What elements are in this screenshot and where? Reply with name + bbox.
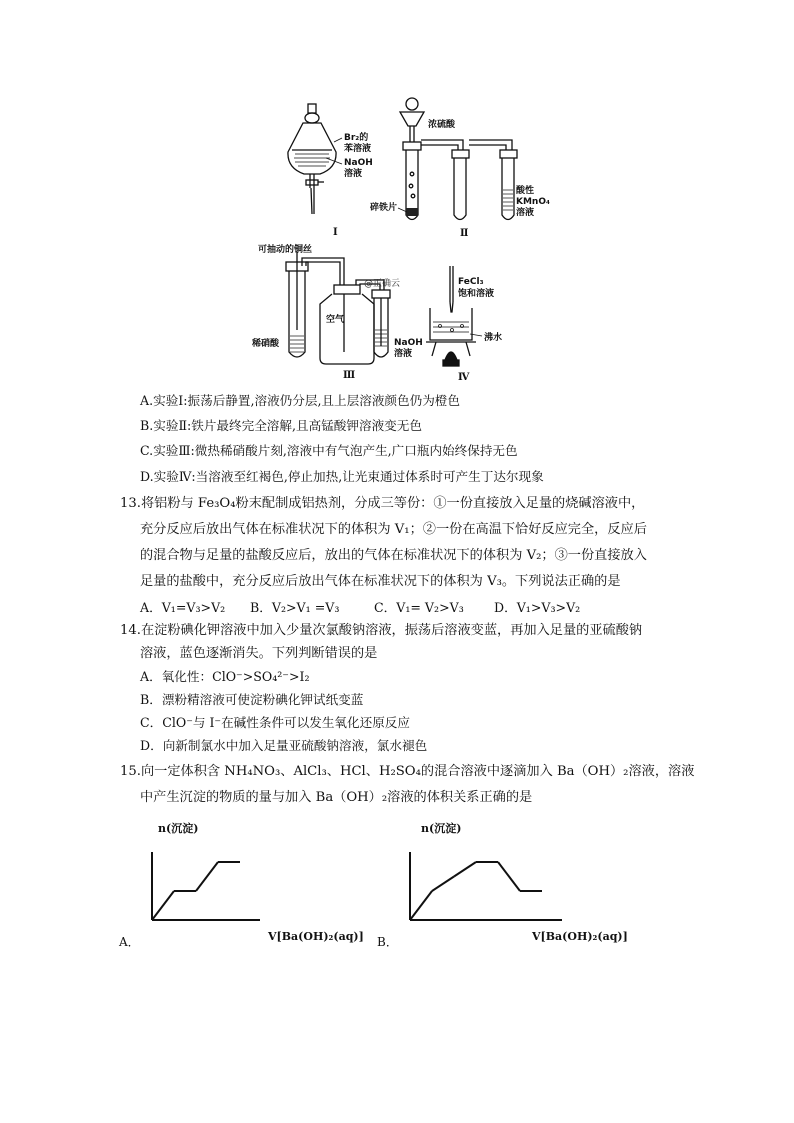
chart-a-x-label: V[Ba(OH)₂(aq)] bbox=[268, 930, 364, 943]
q13-option-a: A．V₁=V₃>V₂ bbox=[140, 600, 226, 615]
chart-b-option-label: B． bbox=[377, 935, 398, 949]
q13-stem-line-3: 的混合物与足量的盐酸反应后，放出的气体在标准状况下的体积为 V₂；③一份直接放入 bbox=[140, 548, 647, 563]
q13-stem-line-2: 充分反应后放出气体在标准状况下的体积为 V₁；②一份在高温下恰好反应完全，反应后 bbox=[140, 522, 647, 537]
chart-a-y-label: n(沉淀) bbox=[158, 822, 199, 835]
exp2-kmno4-label: 酸性 bbox=[516, 186, 535, 196]
exp4-fecl3-label: FeCl₃ bbox=[458, 277, 484, 287]
exp2-acid-label: 浓硫酸 bbox=[428, 120, 456, 130]
exp3-naoh-label-2: 溶液 bbox=[394, 349, 413, 359]
watermark-text: @正确云 bbox=[364, 279, 401, 289]
exp2-kmno4-label-2: KMnO₄ bbox=[516, 197, 550, 207]
apparatus-figure bbox=[240, 90, 570, 390]
exp3-air-label: 空气 bbox=[326, 315, 345, 325]
exp2-iron-label: 碎铁片 bbox=[370, 203, 398, 213]
iron-acid-apparatus-diagram bbox=[398, 98, 517, 220]
exp1-naoh-label: NaOH bbox=[344, 158, 373, 168]
exp4-water-label: 沸水 bbox=[484, 333, 503, 343]
chart-b-series-segment bbox=[410, 891, 432, 920]
q13-option-d: D．V₁>V₃>V₂ bbox=[494, 600, 581, 615]
chart-a-series-segment bbox=[152, 891, 174, 920]
q14-option-c: C．ClO⁻与 I⁻在碱性条件可以发生氧化还原反应 bbox=[140, 715, 410, 730]
exp3-wire-label: 可抽动的铜丝 bbox=[258, 245, 313, 255]
q13-option-c: C．V₁= V₂>V₃ bbox=[374, 600, 464, 615]
exp2-roman-numeral: Ⅱ bbox=[460, 228, 469, 239]
q13-stem-line-4: 足量的盐酸中，充分反应后放出气体在标准状况下的体积为 V₃。下列说法正确的是 bbox=[140, 574, 621, 589]
q13-stem-line-1: 13.将铝粉与 Fe₃O₄粉末配制成铝热剂，分成三等份：①一份直接放入足量的烧碱溶液中， bbox=[120, 496, 645, 511]
q13-option-b: B．V₂>V₁ =V₃ bbox=[250, 600, 340, 615]
q14-option-a: A．氧化性：ClO⁻>SO₄²⁻>I₂ bbox=[140, 669, 310, 684]
exp2-kmno4-label-3: 溶液 bbox=[516, 208, 535, 218]
q14-stem-line-2: 溶液，蓝色逐渐消失。下列判断错误的是 bbox=[140, 646, 378, 661]
q14-option-d: D．向新制氯水中加入足量亚硫酸钠溶液，氯水褪色 bbox=[140, 738, 428, 753]
chart-b-x-label: V[Ba(OH)₂(aq)] bbox=[532, 930, 628, 943]
q12-option-c: C.实验Ⅲ:微热稀硝酸片刻,溶液中有气泡产生,广口瓶内始终保持无色 bbox=[140, 443, 518, 458]
exp3-naoh-label: NaOH bbox=[394, 338, 423, 348]
exp3-roman-numeral: Ⅲ bbox=[343, 370, 356, 381]
exp3-acid-label: 稀硝酸 bbox=[252, 339, 280, 349]
q12-option-b: B.实验Ⅱ:铁片最终完全溶解,且高锰酸钾溶液变无色 bbox=[140, 418, 422, 433]
chart-b-series-segment bbox=[432, 877, 454, 892]
copper-nitric-acid-apparatus-diagram bbox=[286, 252, 390, 364]
chart-a-option-label: A． bbox=[119, 935, 140, 949]
exp4-roman-numeral: Ⅳ bbox=[458, 372, 470, 383]
exp1-naoh-label-2: 溶液 bbox=[344, 169, 363, 179]
exp1-reagent-label: Br₂的 bbox=[344, 133, 369, 143]
q14-option-b: B．漂粉精溶液可使淀粉碘化钾试纸变蓝 bbox=[140, 692, 364, 707]
separatory-funnel-diagram bbox=[288, 104, 342, 214]
q12-option-d: D.实验Ⅳ:当溶液至红褐色,停止加热,让光束通过体系时可产生丁达尔现象 bbox=[140, 469, 544, 484]
q15-stem-line-2: 中产生沉淀的物质的量与加入 Ba（OH）₂溶液的体积关系正确的是 bbox=[140, 790, 533, 805]
q14-stem-line-1: 14.在淀粉碘化钾溶液中加入少量次氯酸钠溶液，振荡后溶液变蓝，再加入足量的亚硫酸钠 bbox=[120, 623, 643, 638]
chart-b-series-segment bbox=[498, 862, 520, 891]
chart-b-series-segment bbox=[454, 862, 476, 877]
chart-b bbox=[400, 820, 630, 930]
exp4-fecl3-label-2: 饱和溶液 bbox=[458, 289, 495, 299]
exp1-roman-numeral: Ⅰ bbox=[333, 227, 338, 238]
q15-stem-line-1: 15.向一定体积含 NH₄NO₃、AlCl₃、HCl、H₂SO₄的混合溶液中逐滴加入 Ba（OH）₂溶液，溶液 bbox=[120, 764, 695, 779]
chart-b-y-label: n(沉淀) bbox=[421, 822, 462, 835]
chart-a-series-segment bbox=[196, 862, 218, 891]
exp1-reagent-label-2: 苯溶液 bbox=[344, 144, 372, 154]
q12-option-a: A.实验Ⅰ:振荡后静置,溶液仍分层,且上层溶液颜色仍为橙色 bbox=[140, 393, 460, 408]
chart-a bbox=[140, 820, 365, 930]
